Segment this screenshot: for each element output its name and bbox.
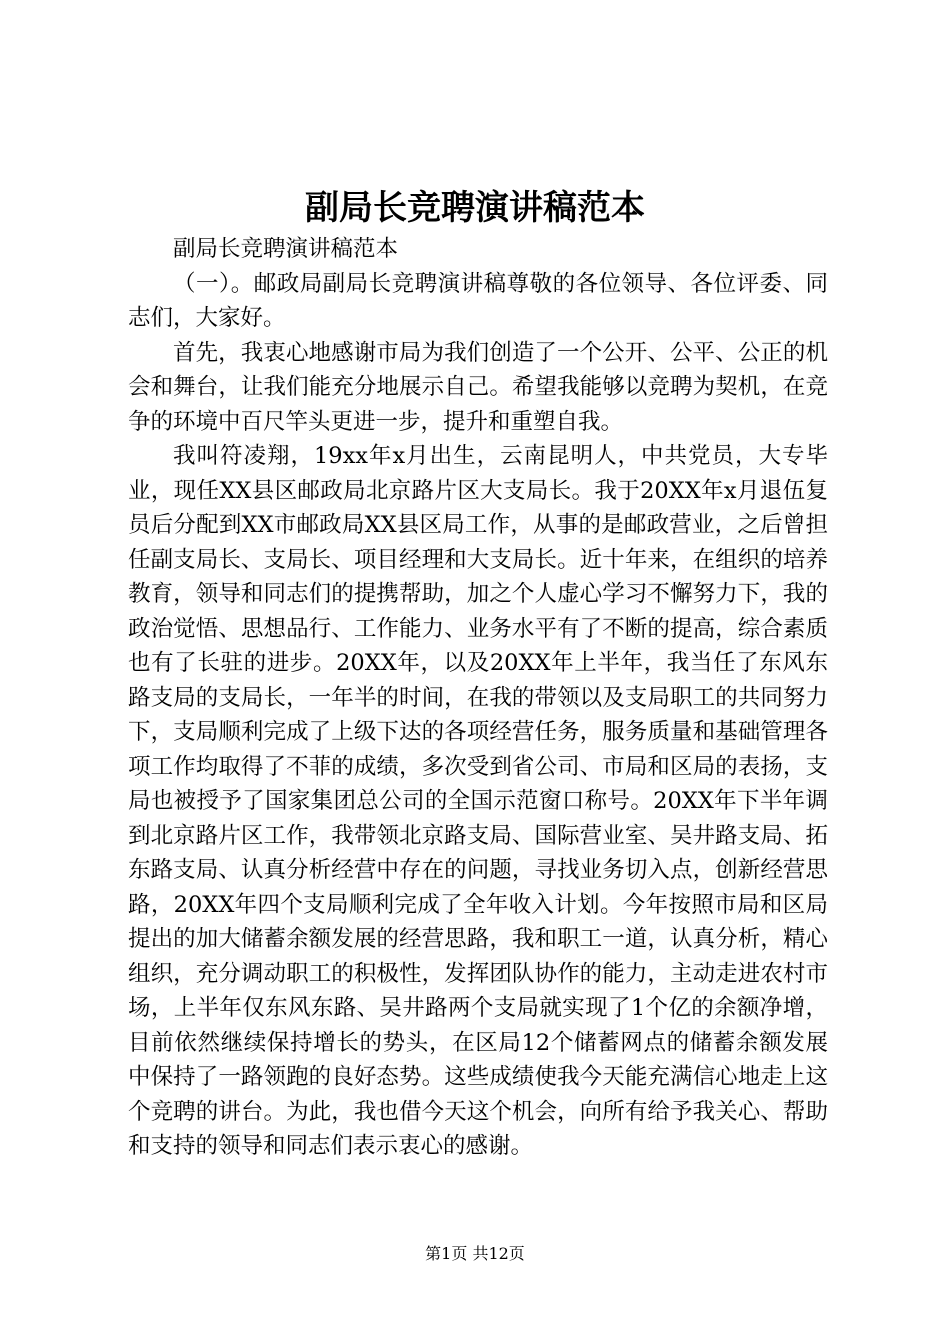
- subtitle-paragraph: 副局长竞聘演讲稿范本: [173, 236, 399, 262]
- page-number-footer: 第1页 共12页: [425, 1244, 525, 1263]
- biography-paragraph: 我叫符凌翔，19xx年x月出生，云南昆明人，中共党员，大专毕业，现任XX县区邮政局北京路片区大支局长。我于20XX年x月退伍复员后分配到XX市邮政局XX县区局工作，从事的是邮政营业，之后曾担任副支局长、支局长、项目经理和大支局长。近十年来，在组织的培养教育，领导和同志们的提携帮助，加之个人虚心学习不懈努力下，我的政治觉悟、思想品行、工作能力、业务水平有了不断的提高，综合素质也有了长驻的进步。20XX年，以及20XX年上半年，我当任了东风东路支局的支局长，一年半的时间，在我的带领以及支局职工的共同努力下，支局顺利完成了上级下达的各项经营任务，服务质量和基础管理各项工作均取得了不菲的成绩，多次受到省公司、市局和区局的表扬，支局也被授予了国家集团总公司的全国示范窗口称号。20XX年下半年调到北京路片区工作，我带领北京路支局、国际营业室、吴井路支局、拓东路支局、认真分析经营中存在的问题，寻找业务切入点，创新经营思路，20XX年四个支局顺利完成了全年收入计划。今年按照市局和区局提出的加大储蓄余额发展的经营思路，我和职工一道，认真分析，精心组织，充分调动职工的积极性，发挥团队协作的能力，主动走进农村市场，上半年仅东风东路、吴井路两个支局就实现了1个亿的余额净增，目前依然继续保持增长的势头，在区局12个储蓄网点的储蓄余额发展中保持了一路领跑的良好态势。这些成绩使我今天能充满信心地走上这个竞聘的讲台。为此，我也借今天这个机会，向所有给予我关心、帮助和支持的领导和同志们表示衷心的感谢。: [128, 443, 828, 1159]
- greeting-paragraph: （一）。邮政局副局长竞聘演讲稿尊敬的各位领导、各位评委、同志们，大家好。: [128, 270, 828, 331]
- intro-paragraph: 首先，我衷心地感谢市局为我们创造了一个公开、公平、公正的机会和舞台，让我们能充分地展示自己。希望我能够以竞聘为契机，在竞争的环境中百尺竿头更进一步，提升和重塑自我。: [128, 339, 828, 435]
- document-body: [128, 232, 828, 1164]
- page-title: 副局长竞聘演讲稿范本: [305, 188, 645, 228]
